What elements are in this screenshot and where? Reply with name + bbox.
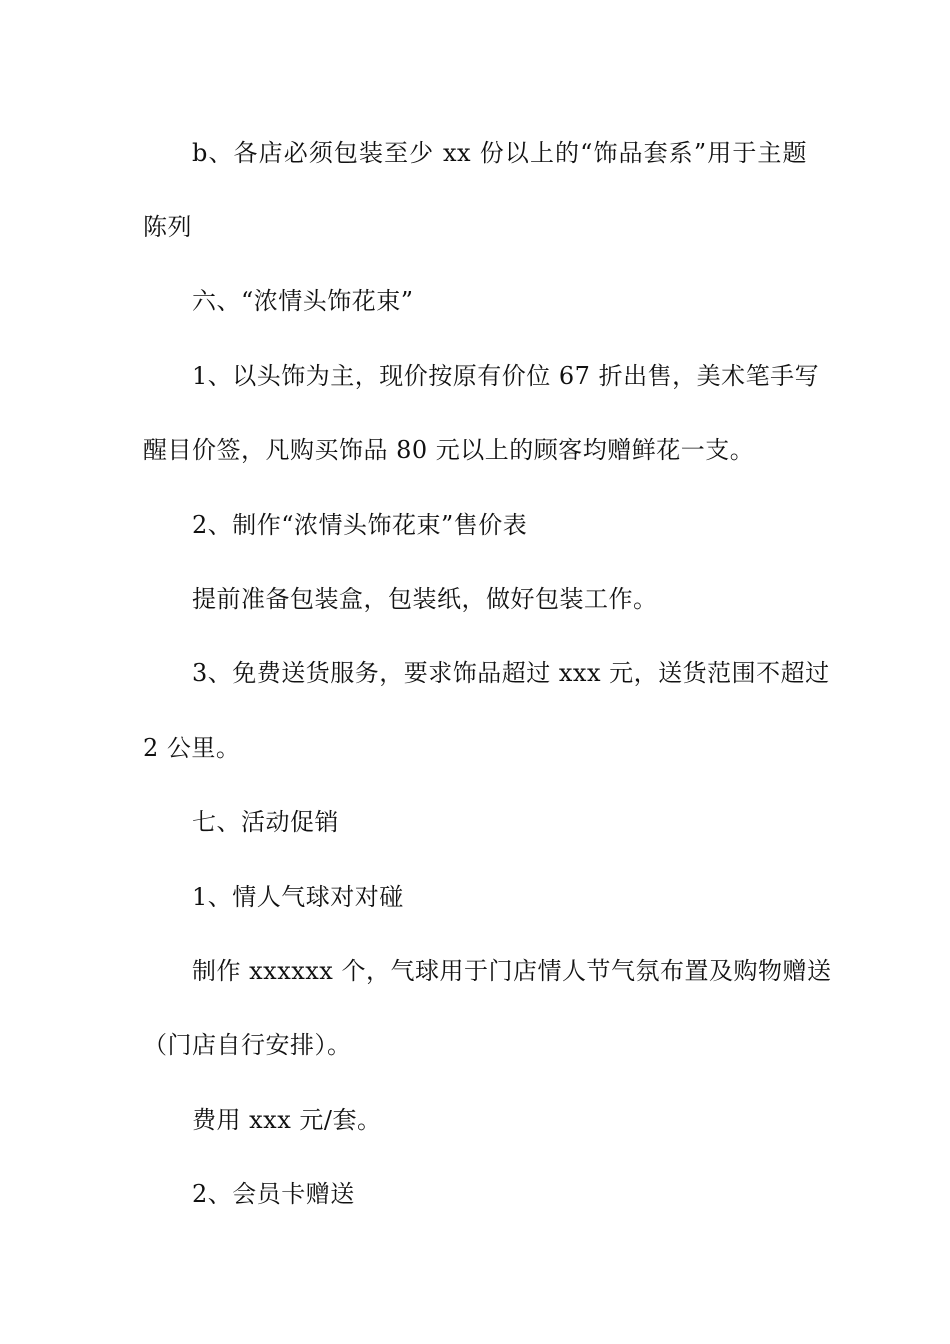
section-heading: 六、“浓情头饰花束” — [192, 287, 414, 315]
paragraph-line: 2 公里。 — [143, 734, 241, 762]
paragraph-line: 1、以头饰为主，现价按原有价位 67 折出售，美术笔手写 — [192, 362, 820, 390]
paragraph-line: 2、会员卡赠送 — [192, 1180, 355, 1208]
paragraph-line: 2、制作“浓情头饰花束”售价表 — [192, 511, 528, 539]
paragraph-line: 3、免费送货服务，要求饰品超过 xxx 元，送货范围不超过 — [192, 659, 830, 687]
paragraph-line: （门店自行安排）。 — [143, 1031, 352, 1059]
section-heading: 七、活动促销 — [192, 808, 339, 836]
paragraph-line: 醒目价签，凡购买饰品 80 元以上的顾客均赠鲜花一支。 — [143, 436, 755, 464]
paragraph-line: 制作 xxxxxx 个，气球用于门店情人节气氛布置及购物赠送 — [192, 957, 832, 985]
paragraph-line: 费用 xxx 元/套。 — [192, 1106, 382, 1134]
paragraph-line: 陈列 — [143, 213, 192, 241]
paragraph-line: 提前准备包装盒，包装纸，做好包装工作。 — [192, 585, 658, 613]
paragraph-line: 1、情人气球对对碰 — [192, 883, 404, 911]
paragraph-line: b、各店必须包装至少 xx 份以上的“饰品套系”用于主题 — [192, 139, 807, 167]
